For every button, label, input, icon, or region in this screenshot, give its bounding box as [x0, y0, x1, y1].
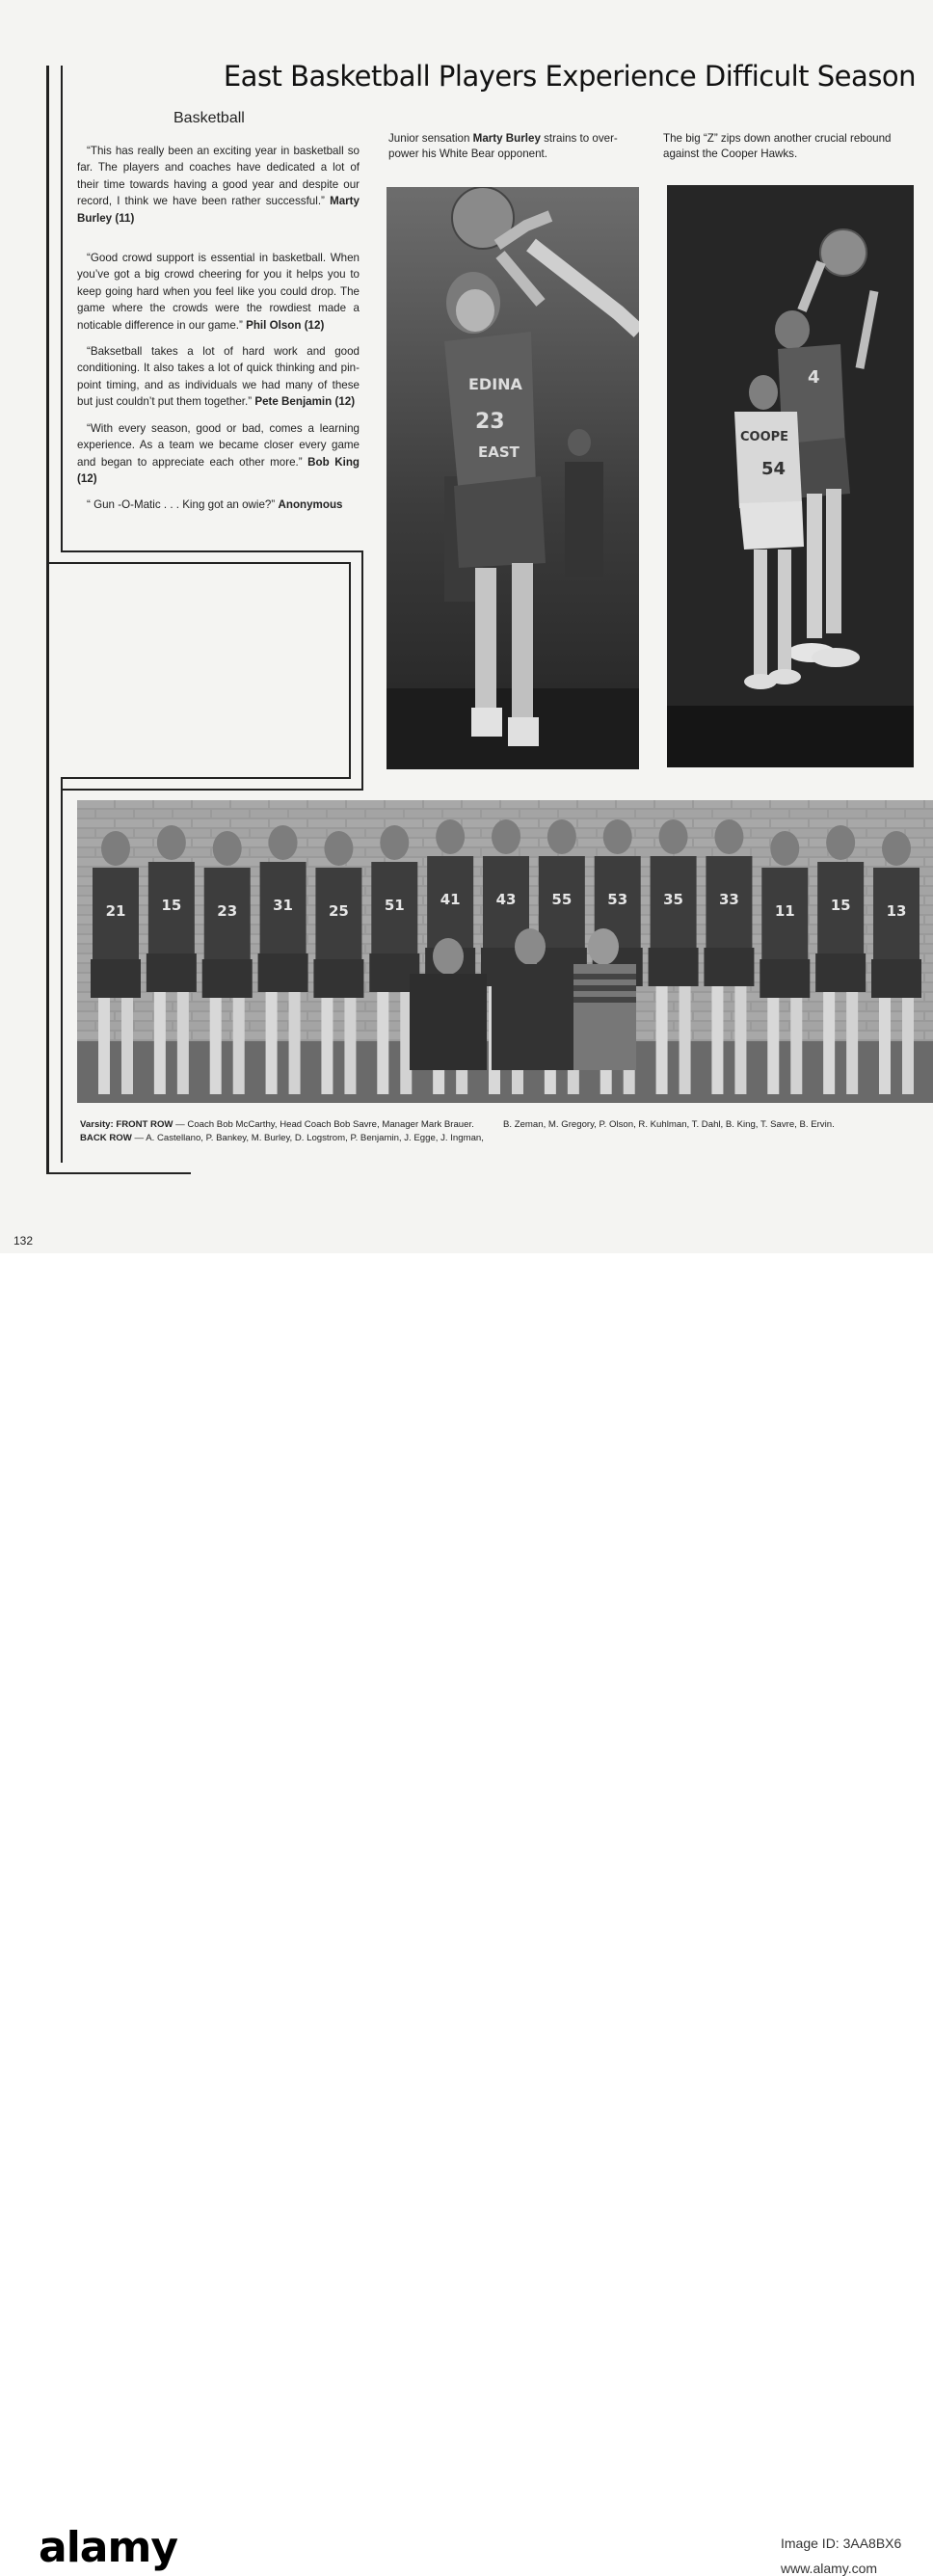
page-number: 132: [13, 1234, 34, 1248]
photo-rebound-player: [667, 185, 914, 767]
coaches-row: [410, 928, 636, 1070]
frame-line-mid-top2: [49, 562, 351, 564]
jersey-number-label: 41: [440, 891, 461, 908]
photo-caption-right: The big “Z” zips down another crucial rebound against the Cooper Hawks.: [663, 132, 892, 160]
jersey-number-text: 23: [475, 410, 505, 434]
jersey-number-label: 13: [886, 902, 907, 920]
jersey-number-label: 11: [774, 902, 795, 920]
jersey-number-label: 15: [830, 897, 851, 914]
team-caption-left: Varsity: FRONT ROW — Coach Bob McCarthy, Head Coach Bob Savre, Manager Mark Brauer. BACK ROW — A. Castellano, P. Bankey, M. Burley, D. Logstrom, P. Benjamin, J. Egge, J. Ingman,: [80, 1119, 484, 1143]
yearbook-page: [0, 0, 933, 1253]
frame-line-low-1: [61, 777, 351, 779]
image-id-text: Image ID: 3AA8BX6: [781, 2536, 902, 2551]
frame-line-bottom: [46, 1172, 191, 1174]
frame-line-vert-2: [349, 562, 351, 779]
jersey-number-label: 21: [105, 902, 126, 920]
frame-line-vert-1: [361, 550, 363, 790]
quotes-column: [77, 143, 360, 523]
quote-1: “This has really been an exciting year in basketball so far. The players and coaches have dedicated a lot of their time towards having a good year and despite our record, I think we have been rather successful.” Marty Burley (11): [77, 145, 360, 225]
jersey-number-label: 23: [217, 902, 238, 920]
frame-line-low-2: [61, 789, 363, 791]
photo-shooting-player: [387, 187, 639, 769]
jersey-number-label: 55: [551, 891, 573, 908]
page-headline: East Basketball Players Experience Difficult Season: [223, 60, 916, 93]
quote-5: “ Gun -O-Matic . . . King got an owie?” Anonymous: [87, 498, 343, 512]
frame-line-left-inner: [61, 66, 63, 552]
jersey-number-label: 25: [328, 902, 349, 920]
photo-caption-left: Junior sensation Marty Burley strains to over-power his White Bear opponent.: [388, 132, 618, 160]
opponent-number-text: 54: [761, 459, 786, 479]
jersey-number-label: 35: [663, 891, 684, 908]
alamy-logo: alamy: [39, 2523, 177, 2572]
jersey-school-text: EAST: [478, 443, 520, 461]
jersey-number-label: 15: [161, 897, 182, 914]
jersey-number-text: 4: [808, 367, 820, 388]
image-url-text: www.alamy.com: [781, 2561, 878, 2576]
quote-3: “Baksetball takes a lot of hard work and good conditioning. It also takes a lot of quick thinking and pin-point timing, and as individuals we had many of these but just couldn’t put them together.” Pete Benjamin (12): [77, 345, 360, 409]
quote-2: “Good crowd support is essential in basketball. When you’ve got a big crowd cheering for you it helps you to keep going hard when you feel like you could drop. The game where the crowds were the rowdiest made a noticable difference in our game.” Phil Olson (12): [77, 252, 360, 332]
section-title: Basketball: [173, 110, 245, 126]
quote-4: “With every season, good or bad, comes a learning experience. As a team we became closer every game and began to appreciate each other more.” Bob King (12): [77, 421, 360, 485]
jersey-number-label: 33: [718, 891, 739, 908]
watermark-footer: [0, 1253, 933, 2576]
jersey-team-text: EDINA: [468, 375, 522, 393]
basketball: [820, 229, 866, 276]
jersey-number-label: 31: [273, 897, 294, 914]
jersey-number-label: 51: [384, 897, 405, 914]
frame-line-left-outer: [46, 66, 49, 1174]
opponent-jersey-text: COOPE: [740, 430, 789, 444]
team-photo: [77, 800, 933, 1103]
jersey-number-label: 43: [495, 891, 517, 908]
frame-line-left-inner-2: [61, 777, 63, 1163]
jersey-number-label: 53: [607, 891, 628, 908]
frame-line-mid-top: [61, 550, 363, 552]
team-caption-right: B. Zeman, M. Gregory, P. Olson, R. Kuhlman, T. Dahl, B. King, T. Savre, B. Ervin.: [503, 1119, 835, 1130]
